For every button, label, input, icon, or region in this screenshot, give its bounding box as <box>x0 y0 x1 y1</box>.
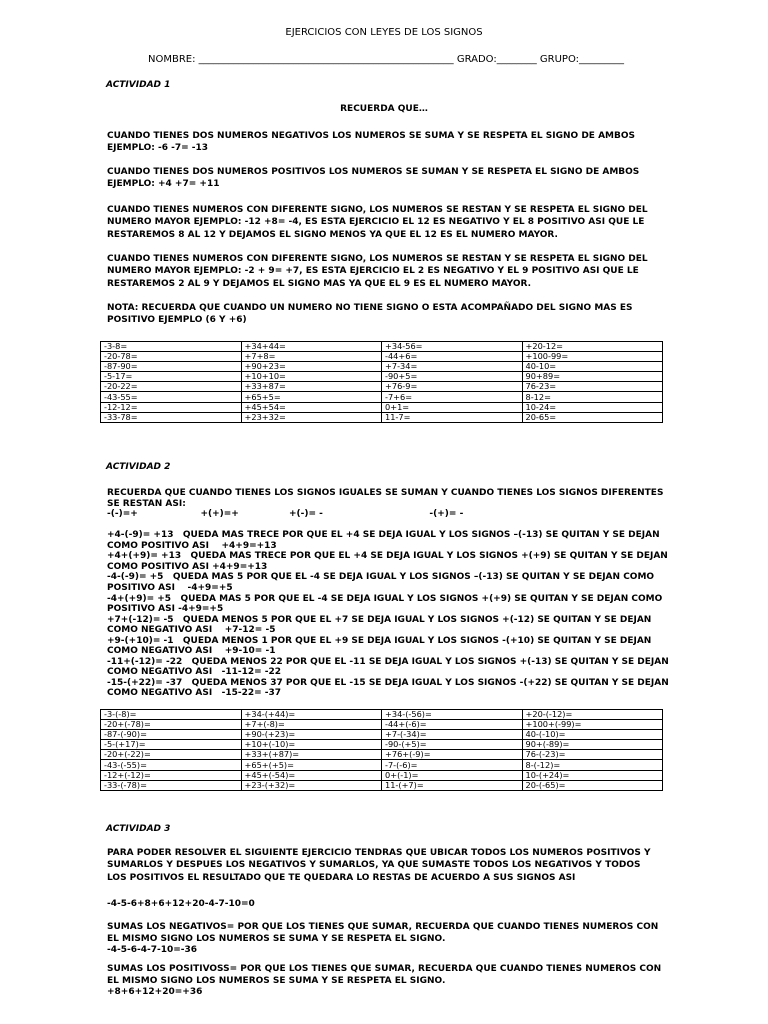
exercise-cell: -87-(-90)= <box>101 730 242 740</box>
table-row <box>101 402 663 412</box>
exercise-cell: -44+6= <box>382 352 523 362</box>
exercise-cell: -87-90= <box>101 362 242 372</box>
exercise-cell: -3-8= <box>101 342 242 352</box>
explanation-line: +7+(-12)= -5 QUEDA MENOS 5 POR QUE EL +7 SE DEJA IGUAL Y LOS SIGNOS +(-12) SE QUITAN Y SE DEJAN <box>107 614 652 625</box>
explanation-line: COMO NEGATIVO ASI -11-12= -22 <box>107 667 282 678</box>
note-paragraph: NOTA: RECUERDA QUE CUANDO UN NUMERO NO TIENE SIGNO O ESTA ACOMPAÑADO DEL SIGNO MAS ES POSITIVO EJEMPLO (6 Y +6) <box>107 303 633 326</box>
explanation-line: +4+(+9)= +13 QUEDA MAS TRECE POR QUE EL +4 SE DEJA IGUAL Y LOS SIGNOS +(+9) SE QUITAN Y SE DEJAN <box>107 551 668 562</box>
explanation-line: COMO NEGATIVO ASI +7-12= -5 <box>107 625 276 636</box>
exercise-cell: +23-(+32)= <box>241 780 382 790</box>
exercise-cell: -44+(-6)= <box>382 720 523 730</box>
exercise-cell: +7+(-8)= <box>241 720 382 730</box>
exercise-cell: +20-(-12)= <box>522 710 663 720</box>
exercise-cell: +23+32= <box>241 412 382 422</box>
activity-3-intro <box>107 847 662 884</box>
exercise-cell: -20+(-78)= <box>101 720 242 730</box>
positives-explanation: SUMAS LOS POSITIVOSS= POR QUE LOS TIENES QUE SUMAR, RECUERDA QUE CUANDO TIENES NUMEROS CON EL MISMO SIGNO LOS NUMEROS SE SUMA Y SE RESPETA EL SIGNO. <box>107 964 662 986</box>
exercise-cell: -12-12= <box>101 402 242 412</box>
explanation-line: COMO NEGATIVO ASI +9-10= -1 <box>107 646 276 657</box>
exercise-cell: -5-(+17)= <box>101 740 242 750</box>
exercise-cell: +33+(+87)= <box>241 750 382 760</box>
table-row <box>101 382 663 392</box>
explanation-line: POSITIVO ASI -4+9=+5 <box>107 604 224 615</box>
explanation-line: +4-(-9)= +13 QUEDA MAS TRECE POR QUE EL +4 SE DEJA IGUAL Y LOS SIGNOS –(-13) SE QUITAN Y SE DEJAN <box>107 530 660 541</box>
intro-paragraph: PARA PODER RESOLVER EL SIGUIENTE EJERCICIO TENDRAS QUE UBICAR TODOS LOS NUMEROS POSITIVOS Y SUMARLOS Y DESPUES LOS NEGATIVOS Y SUMARLOS, YA QUE SUMASTE TODOS LOS NEGATIVOS Y TODOS LOS POSITIVOS EL RESULTADO QUE TE QUEDARA LO RESTAS DE ACUERDO A SUS SIGNOS ASI <box>107 848 651 883</box>
activity-2-heading: ACTIVIDAD 2 <box>106 462 171 472</box>
table-row <box>101 342 663 352</box>
rule-paragraph: CUANDO TIENES NUMEROS CON DIFERENTE SIGNO, LOS NUMEROS SE RESTAN Y SE RESPETA EL SIGNO DEL NUMERO MAYOR EJEMPLO: -12 +8= -4, ES ESTA EJERCICIO EL 12 ES NEGATIVO Y EL 8 POSITIVO ASI QUE LE RESTAREMOS 8 AL 12 Y DEJAMOS EL SIGNO MENOS YA QUE EL 12 ES EL NUMERO MAYOR. <box>107 205 648 240</box>
activity-2-exercise-table <box>100 709 663 791</box>
activity-1-heading: ACTIVIDAD 1 <box>106 80 171 90</box>
exercise-cell: -33-(-78)= <box>101 780 242 790</box>
exercise-cell: 0+(-1)= <box>382 770 523 780</box>
exercise-cell: -20+(-22)= <box>101 750 242 760</box>
activity-1-paragraph <box>107 166 662 191</box>
explanation-line: -11+(-12)= -22 QUEDA MENOS 22 POR QUE EL -11 SE DEJA IGUAL Y LOS SIGNOS +(-13) SE QUITAN Y SE DEJAN <box>107 656 669 667</box>
exercise-cell: +34-(+44)= <box>241 710 382 720</box>
table-row <box>101 710 663 720</box>
student-info-line: NOMBRE: ___________________________________________________ GRADO:________ GRUPO:_________ <box>148 54 625 65</box>
exercise-cell: +76-9= <box>382 382 523 392</box>
table-row <box>101 740 663 750</box>
explanation-line: -4-(-9)= +5 QUEDA MAS 5 POR QUE EL -4 SE DEJA IGUAL Y LOS SIGNOS –(-13) SE QUITAN Y SE DEJAN COMO <box>107 572 655 583</box>
exercise-cell: +20-12= <box>522 342 663 352</box>
exercise-cell: +90-(+23)= <box>241 730 382 740</box>
exercise-cell: +10+10= <box>241 372 382 382</box>
table-row <box>101 780 663 790</box>
exercise-cell: -90+5= <box>382 372 523 382</box>
exercise-cell: 10-(+24)= <box>522 770 663 780</box>
exercise-cell: +34-56= <box>382 342 523 352</box>
exercise-cell: +10+(-10)= <box>241 740 382 750</box>
activity-3-positives <box>107 964 662 999</box>
exercise-cell: +34-(-56)= <box>382 710 523 720</box>
exercise-cell: +7-(-34)= <box>382 730 523 740</box>
exercise-cell: +33+87= <box>241 382 382 392</box>
exercise-cell: -20-22= <box>101 382 242 392</box>
table-row <box>101 362 663 372</box>
exercise-cell: 0+1= <box>382 402 523 412</box>
rule-paragraph: CUANDO TIENES DOS NUMEROS POSITIVOS LOS NUMEROS SE SUMAN Y SE RESPETA EL SIGNO DE AMBOS EJEMPLO: +4 +7= +11 <box>107 167 640 190</box>
explanation-line: COMO POSITIVO ASI +4+9=+13 <box>107 561 268 572</box>
exercise-cell: +45+54= <box>241 402 382 412</box>
explanation-line: -(-)=+ +(+)=+ +(-)= - -(+)= - <box>107 509 464 520</box>
exercise-cell: +100-99= <box>522 352 663 362</box>
explanation-line: SE RESTAN ASI: <box>107 498 186 509</box>
exercise-cell: 76-23= <box>522 382 663 392</box>
exercise-cell: +65+(+5)= <box>241 760 382 770</box>
explanation-line: COMO POSITIVO ASI +4+9=+13 <box>107 540 277 551</box>
exercise-cell: -43-55= <box>101 392 242 402</box>
explanation-line: -4+(+9)= +5 QUEDA MAS 5 POR QUE EL -4 SE DEJA IGUAL Y LOS SIGNOS +(+9) SE QUITAN Y SE DEJAN COMO <box>107 593 663 604</box>
exercise-cell: 10-24= <box>522 402 663 412</box>
rule-paragraph: CUANDO TIENES NUMEROS CON DIFERENTE SIGNO, LOS NUMEROS SE RESTAN Y SE RESPETA EL SIGNO DEL NUMERO MAYOR EJEMPLO: -2 + 9= +7, ES ESTA EJERCICIO EL 2 ES NEGATIVO Y EL 9 POSITIVO ASI QUE LE RESTAREMOS 2 AL 9 Y DEJAMOS EL SIGNO MAS YA QUE EL 9 ES EL NUMERO MAYOR. <box>107 254 648 289</box>
exercise-cell: +45+(-54)= <box>241 770 382 780</box>
negatives-result: -4-5-6-4-7-10=-36 <box>107 945 198 955</box>
document-title: EJERCICIOS CON LEYES DE LOS SIGNOS <box>285 27 483 38</box>
activity-1-paragraph <box>107 130 662 155</box>
exercise-cell: -43-(-55)= <box>101 760 242 770</box>
exercise-cell: +100+(-99)= <box>522 720 663 730</box>
activity-1-note <box>107 302 662 327</box>
explanation-line: POSITIVO ASI -4+9=+5 <box>107 582 233 593</box>
exercise-cell: -7+6= <box>382 392 523 402</box>
exercise-cell: +7+8= <box>241 352 382 362</box>
exercise-cell: 90+(-89)= <box>522 740 663 750</box>
activity-3-negatives <box>107 922 662 957</box>
exercise-cell: -7-(-6)= <box>382 760 523 770</box>
table-row <box>101 352 663 362</box>
exercise-cell: 11-(+7)= <box>382 780 523 790</box>
exercise-cell: -90-(+5)= <box>382 740 523 750</box>
exercise-cell: 20-65= <box>522 412 663 422</box>
activity-3-exercise <box>107 898 662 910</box>
activity-1-paragraph <box>107 204 662 241</box>
explanation-line: RECUERDA QUE CUANDO TIENES LOS SIGNOS IGUALES SE SUMAN Y CUANDO TIENES LOS SIGNOS DIFERENTES <box>107 488 664 498</box>
table-row <box>101 392 663 402</box>
exercise-cell: -33-78= <box>101 412 242 422</box>
exercise-cell: -5-17= <box>101 372 242 382</box>
exercise-cell: 90+89= <box>522 372 663 382</box>
table-row <box>101 720 663 730</box>
exercise-cell: +76+(-9)= <box>382 750 523 760</box>
exercise-cell: 40-10= <box>522 362 663 372</box>
exercise-cell: +90+23= <box>241 362 382 372</box>
exercise-cell: +65+5= <box>241 392 382 402</box>
exercise-cell: +7-34= <box>382 362 523 372</box>
activity-1-paragraph <box>107 253 662 290</box>
table-row <box>101 760 663 770</box>
exercise-cell: +34+44= <box>241 342 382 352</box>
explanation-line: COMO NEGATIVO ASI -15-22= -37 <box>107 688 282 699</box>
positives-result: +8+6+12+20=+36 <box>107 987 203 997</box>
activity-3-heading: ACTIVIDAD 3 <box>106 824 171 834</box>
exercise-cell: 8-(-12)= <box>522 760 663 770</box>
explanation-line: -15-(+22)= -37 QUEDA MENOS 37 POR QUE EL -15 SE DEJA IGUAL Y LOS SIGNOS -(+22) SE QUITAN Y SE DEJAN <box>107 677 669 688</box>
table-row <box>101 750 663 760</box>
activity-1-exercise-table <box>100 341 663 423</box>
table-row <box>101 730 663 740</box>
rule-paragraph: CUANDO TIENES DOS NUMEROS NEGATIVOS LOS NUMEROS SE SUMA Y SE RESPETA EL SIGNO DE AMBOS EJEMPLO: -6 -7= -13 <box>107 131 635 154</box>
explanation-line: +9-(+10)= -1 QUEDA MENOS 1 POR QUE EL +9 SE DEJA IGUAL Y LOS SIGNOS -(+10) SE QUITAN Y SE DEJAN <box>107 635 652 646</box>
exercise-cell: -3-(-8)= <box>101 710 242 720</box>
exercise-expression: -4-5-6+8+6+12+20-4-7-10=0 <box>107 899 255 909</box>
table-row <box>101 412 663 422</box>
exercise-cell: 20-(-65)= <box>522 780 663 790</box>
exercise-cell: -12+(-12)= <box>101 770 242 780</box>
exercise-cell: 11-7= <box>382 412 523 422</box>
negatives-explanation: SUMAS LOS NEGATIVOS= POR QUE LOS TIENES QUE SUMAR, RECUERDA QUE CUANDO TIENES NUMEROS CON EL MISMO SIGNO LOS NUMEROS SE SUMA Y SE RESPETA EL SIGNO. <box>107 922 659 944</box>
table-row <box>101 770 663 780</box>
exercise-cell: 76-(-23)= <box>522 750 663 760</box>
activity-1-subheading: RECUERDA QUE… <box>340 104 428 114</box>
exercise-cell: 8-12= <box>522 392 663 402</box>
exercise-cell: 40-(-10)= <box>522 730 663 740</box>
exercise-cell: -20-78= <box>101 352 242 362</box>
table-row <box>101 372 663 382</box>
